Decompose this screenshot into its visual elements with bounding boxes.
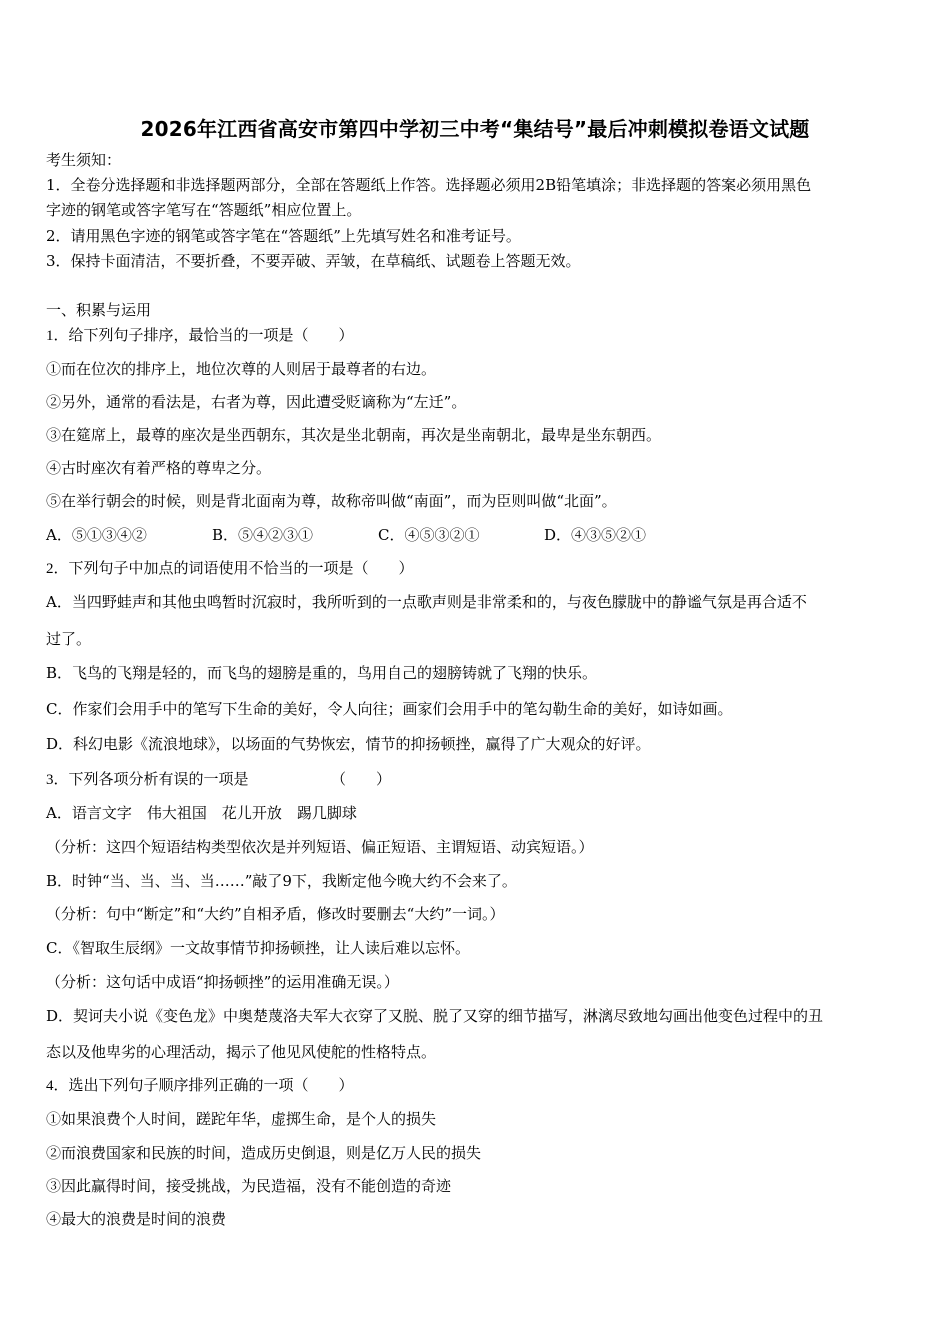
question-4-stem bbox=[46, 1075, 354, 1096]
notice-item: 字迹的钢笔或答字笔写在“答题纸”相应位置上。 bbox=[46, 201, 362, 219]
question-2-stem bbox=[46, 558, 414, 579]
q3-line: 态以及他卑劣的心理活动，揭示了他见风使舵的性格特点。 bbox=[46, 1043, 437, 1061]
question-3-stem bbox=[46, 769, 391, 790]
question-text: 下列句子中加点的词语使用不恰当的一项是（ ） bbox=[68, 559, 414, 577]
question-text: 下列各项分析有误的一项是 （ ） bbox=[68, 770, 392, 788]
question-text: 给下列句子排序，最恰当的一项是（ ） bbox=[68, 326, 354, 344]
q1-options bbox=[46, 525, 710, 545]
question-number: 2． bbox=[46, 561, 69, 577]
q4-sentence: ②而浪费国家和民族的时间，造成历史倒退，则是亿万人民的损失 bbox=[46, 1144, 482, 1162]
q1-sentence: ④古时座次有着严格的尊卑之分。 bbox=[46, 459, 272, 477]
q1-sentence: ②另外，通常的看法是，右者为尊，因此遭受贬谪称为“左迁”。 bbox=[46, 393, 467, 411]
q1-sentence: ①而在位次的排序上，地位次尊的人则居于最尊者的右边。 bbox=[46, 360, 437, 378]
q2-line: B．飞鸟的飞翔是轻的，而飞鸟的翅膀是重的，鸟用自己的翅膀铸就了飞翔的快乐。 bbox=[46, 664, 598, 682]
q1-sentence: ③在筵席上，最尊的座次是坐西朝东，其次是坐北朝南，再次是坐南朝北，最卑是坐东朝西。 bbox=[46, 426, 662, 444]
question-number: 3． bbox=[46, 772, 69, 788]
question-number: 4． bbox=[46, 1078, 69, 1094]
option-a: A．⑤①③④② bbox=[46, 526, 147, 544]
notice-item: 2．请用黑色字迹的钢笔或答字笔在“答题纸”上先填写姓名和准考证号。 bbox=[46, 227, 521, 245]
option-d: D．④③⑤②① bbox=[544, 526, 647, 544]
page-title: 2026年江西省高安市第四中学初三中考“集结号”最后冲刺模拟卷语文试题 bbox=[140, 117, 810, 141]
q3-line: B．时钟“当、当、当、当……”敲了9下，我断定他今晚大约不会来了。 bbox=[46, 872, 517, 890]
q2-line: C．作家们会用手中的笔写下生命的美好，令人向往；画家们会用手中的笔勾勒生命的美好，如诗如画。 bbox=[46, 700, 733, 718]
q3-line: （分析：这句话中成语“抑扬顿挫”的运用准确无误。） bbox=[46, 973, 399, 991]
q1-sentence: ⑤在举行朝会的时候，则是背北面南为尊，故称帝叫做“南面”，而为臣则叫做“北面”。 bbox=[46, 492, 617, 510]
option-b: B．⑤④②③① bbox=[212, 526, 314, 544]
q3-line: A．语言文字 伟大祖国 花儿开放 踢几脚球 bbox=[46, 804, 357, 822]
q3-line: （分析：句中“断定”和“大约”自相矛盾，修改时要删去“大约”一词。） bbox=[46, 905, 505, 923]
section-heading: 一、积累与运用 bbox=[46, 301, 152, 319]
question-number: 1． bbox=[46, 328, 69, 344]
q4-sentence: ③因此赢得时间，接受挑战，为民造福，没有不能创造的奇迹 bbox=[46, 1177, 452, 1195]
question-text: 选出下列句子顺序排列正确的一项（ ） bbox=[68, 1076, 354, 1094]
option-c: C．④⑤③②① bbox=[378, 526, 480, 544]
q2-line: D．科幻电影《流浪地球》，以场面的气势恢宏，情节的抑扬顿挫，赢得了广大观众的好评。 bbox=[46, 735, 651, 753]
question-1-stem bbox=[46, 325, 354, 346]
q2-line: 过了。 bbox=[46, 630, 92, 648]
q4-sentence: ①如果浪费个人时间，蹉跎年华，虚掷生命，是个人的损失 bbox=[46, 1110, 437, 1128]
q3-line: D．契诃夫小说《变色龙》中奥楚蔑洛夫军大衣穿了又脱、脱了又穿的细节描写，淋漓尽致地勾画出他变色过程中的丑 bbox=[46, 1007, 824, 1025]
notice-heading: 考生须知： bbox=[46, 151, 122, 169]
notice-item: 1．全卷分选择题和非选择题两部分，全部在答题纸上作答。选择题必须用2B铅笔填涂；非选择题的答案必须用黑色 bbox=[46, 176, 812, 194]
q2-line: A．当四野蛙声和其他虫鸣暂时沉寂时，我所听到的一点歌声则是非常柔和的，与夜色朦胧中的静谧气氛是再合适不 bbox=[46, 593, 807, 611]
q4-sentence: ④最大的浪费是时间的浪费 bbox=[46, 1210, 227, 1228]
notice-item: 3．保持卡面清洁，不要折叠，不要弄破、弄皱，在草稿纸、试题卷上答题无效。 bbox=[46, 252, 581, 270]
q3-line: C．《智取生辰纲》一文故事情节抑扬顿挫，让人读后难以忘怀。 bbox=[46, 939, 470, 957]
q3-line: （分析：这四个短语结构类型依次是并列短语、偏正短语、主谓短语、动宾短语。） bbox=[46, 838, 594, 856]
